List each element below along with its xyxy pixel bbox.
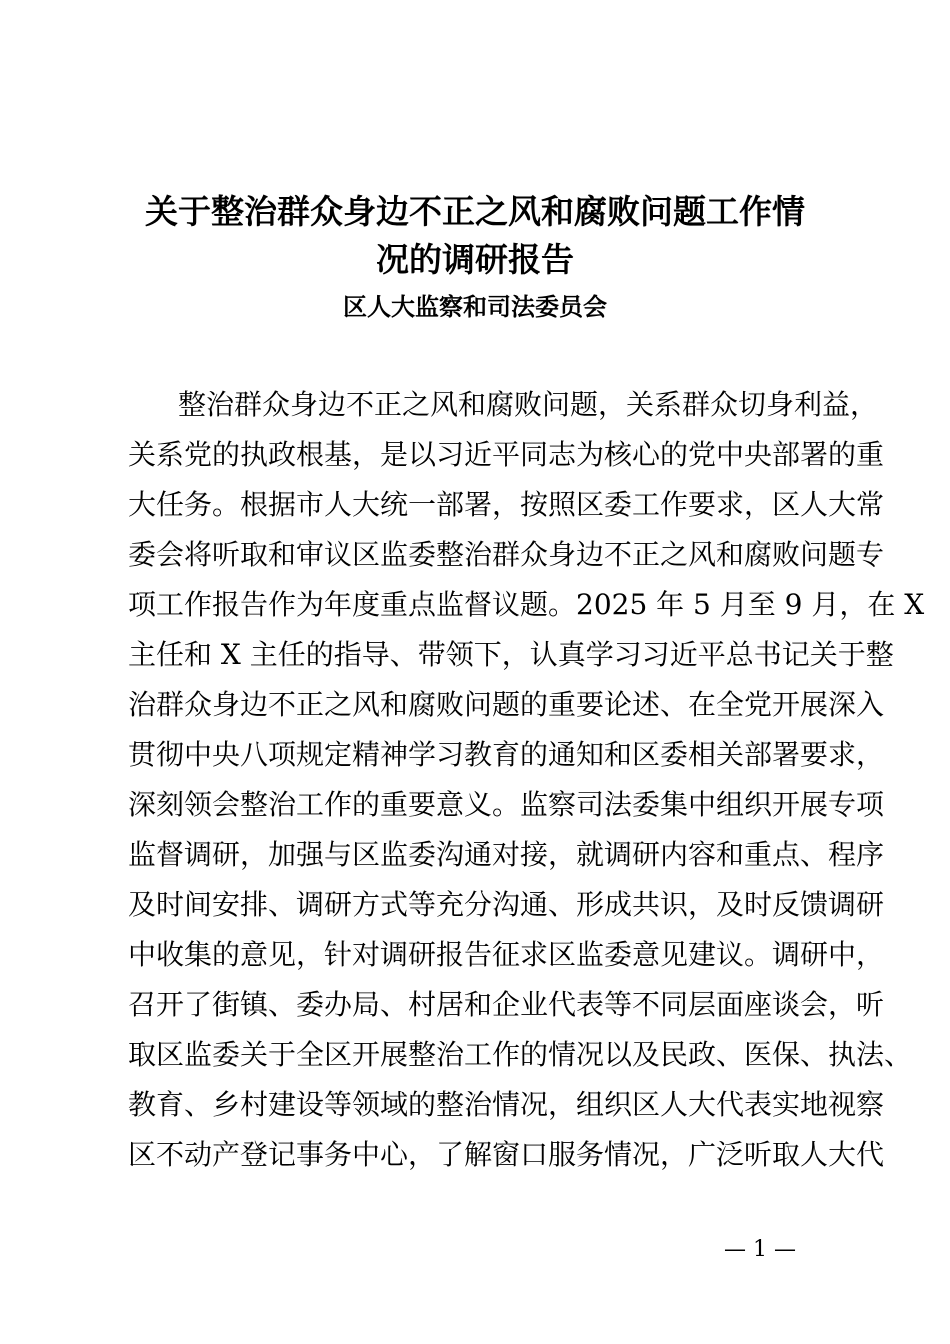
body-line: 整治群众身边不正之风和腐败问题，关系群众切身利益， — [178, 388, 879, 421]
body-line: 主任和 X 主任的指导、带领下，认真学习习近平总书记关于整 — [128, 638, 894, 671]
body-line: 治群众身边不正之风和腐败问题的重要论述、在全党开展深入 — [128, 688, 885, 721]
body-line: 深刻领会整治工作的重要意义。监察司法委集中组织开展专项 — [128, 788, 885, 821]
body-line: 项工作报告作为年度重点监督议题。2025 年 5 月至 9 月，在 X — [128, 588, 925, 621]
body-line: 区不动产登记事务中心，了解窗口服务情况，广泛听取人大代 — [128, 1138, 885, 1171]
body-line: 召开了街镇、委办局、村居和企业代表等不同层面座谈会，听 — [128, 988, 885, 1021]
body-line: 教育、乡村建设等领域的整治情况，组织区人大代表实地视察 — [128, 1088, 885, 1121]
body-line: 关系党的执政根基，是以习近平同志为核心的党中央部署的重 — [128, 438, 885, 471]
body-line: 贯彻中央八项规定精神学习教育的通知和区委相关部署要求， — [128, 738, 885, 771]
document-title-line-1: 关于整治群众身边不正之风和腐败问题工作情 — [145, 192, 805, 231]
body-line: 委会将听取和审议区监委整治群众身边不正之风和腐败问题专 — [128, 538, 885, 571]
document-author: 区人大监察和司法委员会 — [343, 293, 607, 321]
body-line: 监督调研，加强与区监委沟通对接，就调研内容和重点、程序 — [128, 838, 885, 871]
document-body — [128, 386, 925, 1186]
body-line: 大任务。根据市人大统一部署，按照区委工作要求，区人大常 — [128, 488, 885, 521]
page-number: — 1 — — [724, 1237, 796, 1262]
document-title-line-2: 况的调研报告 — [376, 240, 574, 279]
body-line: 中收集的意见，针对调研报告征求区监委意见建议。调研中， — [128, 938, 885, 971]
body-line: 及时间安排、调研方式等充分沟通、形成共识，及时反馈调研 — [128, 888, 885, 921]
body-line: 取区监委关于全区开展整治工作的情况以及民政、医保、执法、 — [128, 1038, 913, 1071]
